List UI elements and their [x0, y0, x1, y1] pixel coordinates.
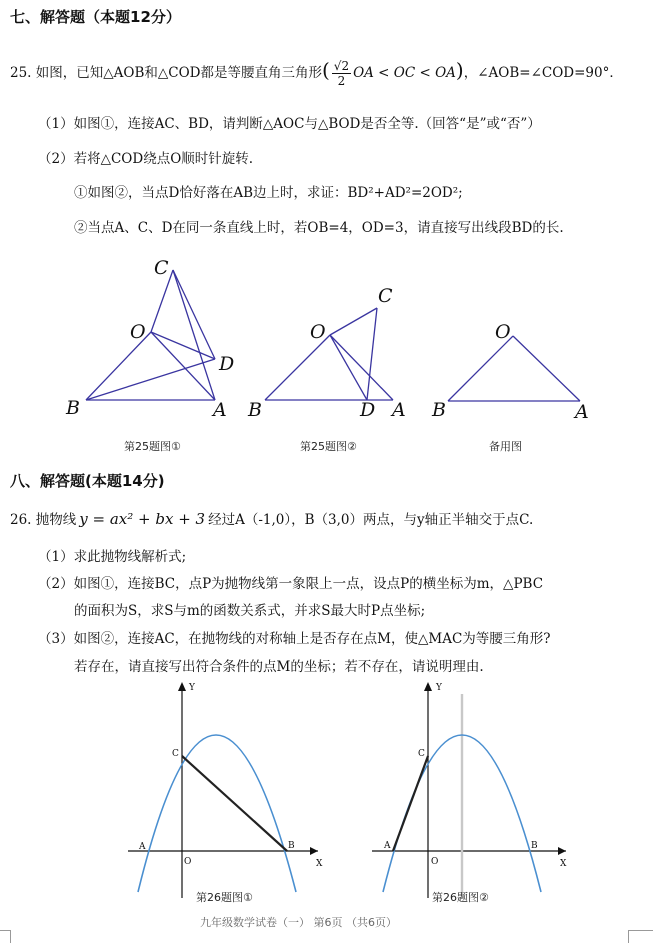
q26-graphs: [0, 676, 654, 908]
fig2-label-d: D: [360, 399, 376, 421]
graph-2: [372, 682, 567, 898]
caption-fig26-2: 第26题图②: [432, 891, 489, 904]
graph1-b-label: B: [288, 841, 295, 851]
q26-sub1: （1）求此抛物线解析式;: [38, 549, 187, 565]
q25-sub2b: ②当点A、C、D在同一条直线上时，若OB=4，OD=3，请直接写出线段BD的长.: [74, 220, 564, 236]
caption-spare: 备用图: [489, 440, 522, 453]
q25-frac-num: √2: [333, 59, 350, 73]
section-7-title: 七、解答题（本题12分）: [10, 8, 181, 26]
graph-1: [128, 682, 323, 898]
q25-figures: [0, 248, 654, 460]
q26-sub3-line1: （3）如图②，连接AC，在抛物线的对称轴上是否存在点M，使△MAC为等腰三角形?: [38, 631, 551, 647]
q26-stem-prefix: 26. 抛物线: [10, 512, 77, 528]
fig1-label-c: C: [154, 257, 169, 279]
caption-fig25-2: 第25题图②: [300, 440, 357, 453]
graph1-y-label: Y: [189, 683, 195, 693]
q25-stem-suffix: ，∠AOB=∠COD=90°．: [463, 65, 623, 81]
q26-sub2-line1: （2）如图①，连接BC，点P为抛物线第一象限上一点，设点P的横坐标为m，△PBC: [38, 576, 544, 592]
fig1-label-o: O: [130, 321, 146, 343]
graph2-o-label: O: [431, 857, 439, 867]
fig1-label-b: B: [66, 397, 80, 419]
q25-frac-den: 2: [337, 74, 346, 88]
caption-fig26-1: 第26题图①: [196, 891, 253, 904]
spare-label-b: B: [432, 399, 446, 421]
section-8-title: 八、解答题(本题14分): [10, 472, 165, 490]
q25-sub2a: ①如图②，当点D恰好落在AB边上时，求证：BD²+AD²=2OD²;: [74, 185, 463, 201]
spare-label-a: A: [575, 401, 589, 423]
q25-inequality: OA < OC < OA: [353, 65, 456, 81]
q26-stem-suffix: 经过A（-1,0），B（3,0）两点，与y轴正半轴交于点C.: [208, 512, 534, 528]
spare-figure-geometry: [448, 336, 580, 401]
graph2-x-label: X: [560, 859, 567, 869]
graph2-c-label: C: [418, 749, 425, 759]
fig2-label-o: O: [310, 321, 326, 343]
graph2-y-label: Y: [436, 683, 442, 693]
corner-mark-left: [0, 930, 11, 943]
graph1-x-label: X: [316, 859, 323, 869]
graph2-b-label: B: [531, 841, 538, 851]
q25-sub1: （1）如图①，连接AC、BD，请判断△AOC与△BOD是否全等.（回答“是”或“否”）: [38, 116, 541, 132]
q25-stem: 25. 如图，已知△AOB和△COD都是等腰直角三角形( $\frac{√2}{2}$ OA < OC < OA)，∠AOB=∠COD=90°．: [10, 58, 623, 88]
page-footer: 九年级数学试卷（一） 第6页 （共6页）: [200, 916, 397, 929]
fig1-label-a: A: [213, 399, 227, 421]
corner-mark-right: [628, 930, 653, 943]
fig1-label-d: D: [219, 353, 235, 375]
q26-formula: y = ax² + bx + 3: [79, 510, 206, 528]
q26-stem: [10, 508, 533, 528]
graph1-c-label: C: [172, 749, 179, 759]
q25-sub2: （2）若将△COD绕点O顺时针旋转.: [38, 151, 254, 167]
graph2-a-label: A: [384, 841, 391, 851]
figure-2-geometry: [265, 308, 393, 400]
fig2-label-c: C: [378, 285, 393, 307]
graph1-a-label: A: [139, 842, 146, 852]
spare-label-o: O: [495, 321, 511, 343]
q25-stem-prefix: 25. 如图，已知△AOB和△COD都是等腰直角三角形: [10, 65, 322, 81]
caption-fig25-1: 第25题图①: [124, 440, 181, 453]
figure-1-geometry: [86, 270, 215, 400]
graph1-o-label: O: [184, 857, 192, 867]
q26-sub3-line2: 若存在，请直接写出符合条件的点M的坐标；若不存在，请说明理由.: [74, 659, 484, 675]
fig2-label-a: A: [392, 399, 406, 421]
fig2-label-b: B: [248, 399, 262, 421]
q26-sub2-line2: 的面积为S，求S与m的函数关系式，并求S最大时P点坐标;: [74, 603, 426, 619]
